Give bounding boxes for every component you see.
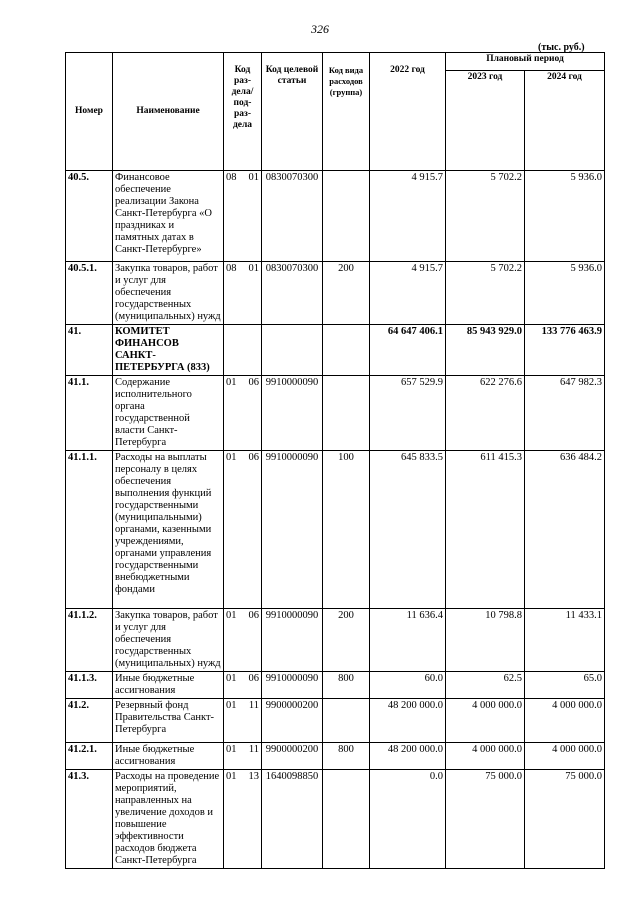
header-name: Наименование xyxy=(113,53,224,171)
header-csr: Код целевой статьи xyxy=(262,53,323,171)
table-row xyxy=(66,325,605,376)
row-target-code: 1640098850 xyxy=(262,770,323,869)
row-number: 40.5.1. xyxy=(66,262,113,325)
row-target-code: 9910000090 xyxy=(262,609,323,672)
row-amount-2022: 64 647 406.1 xyxy=(370,325,446,376)
header-2023: 2023 год xyxy=(446,71,525,171)
row-amount-2024: 4 000 000.0 xyxy=(525,743,605,770)
budget-table xyxy=(65,52,605,869)
table-row xyxy=(66,609,605,672)
header-2022: 2022 год xyxy=(370,53,446,171)
row-expense-type-code xyxy=(323,770,370,869)
row-amount-2024: 5 936.0 xyxy=(525,262,605,325)
row-subsection-code: 13 xyxy=(244,770,262,869)
header-number: Номер xyxy=(66,53,113,171)
row-amount-2024: 636 484.2 xyxy=(525,451,605,609)
row-amount-2024: 65.0 xyxy=(525,672,605,699)
row-amount-2023: 4 000 000.0 xyxy=(446,743,525,770)
row-section-code: 01 xyxy=(224,451,244,609)
row-target-code: 0830070300 xyxy=(262,171,323,262)
row-expense-type-code: 100 xyxy=(323,451,370,609)
row-section-code: 01 xyxy=(224,609,244,672)
table-row xyxy=(66,171,605,262)
row-number: 41.2.1. xyxy=(66,743,113,770)
row-subsection-code: 11 xyxy=(244,699,262,743)
header-2024: 2024 год xyxy=(525,71,605,171)
row-expense-type-code xyxy=(323,699,370,743)
page-number: 326 xyxy=(311,22,329,36)
row-amount-2024: 5 936.0 xyxy=(525,171,605,262)
row-name: Закупка товаров, работ и услуг для обеспечения государственных (муниципальных) нужд xyxy=(113,609,224,672)
row-target-code: 0830070300 xyxy=(262,262,323,325)
row-amount-2022: 60.0 xyxy=(370,672,446,699)
row-number: 41.2. xyxy=(66,699,113,743)
row-subsection-code: 06 xyxy=(244,672,262,699)
row-amount-2023: 622 276.6 xyxy=(446,376,525,451)
row-expense-type-code: 800 xyxy=(323,743,370,770)
row-number: 40.5. xyxy=(66,171,113,262)
row-subsection-code xyxy=(244,325,262,376)
row-amount-2024: 647 982.3 xyxy=(525,376,605,451)
row-section-code: 01 xyxy=(224,699,244,743)
row-subsection-code: 11 xyxy=(244,743,262,770)
row-subsection-code: 06 xyxy=(244,376,262,451)
row-subsection-code: 06 xyxy=(244,609,262,672)
row-name: Финансовое обеспечение реализации Закона Санкт-Петербурга «О праздниках и памятных датах в Санкт-Петербурге» xyxy=(113,171,224,262)
table-row xyxy=(66,451,605,609)
table-row xyxy=(66,376,605,451)
row-name: Содержание исполнительного органа государственной власти Санкт-Петербурга xyxy=(113,376,224,451)
row-subsection-code: 01 xyxy=(244,171,262,262)
row-section-code: 01 xyxy=(224,743,244,770)
row-number: 41.1.1. xyxy=(66,451,113,609)
row-number: 41. xyxy=(66,325,113,376)
row-expense-type-code xyxy=(323,376,370,451)
row-expense-type-code: 800 xyxy=(323,672,370,699)
row-name: КОМИТЕТ ФИНАНСОВ САНКТ-ПЕТЕРБУРГА (833) xyxy=(113,325,224,376)
row-name: Иные бюджетные ассигнования xyxy=(113,743,224,770)
row-number: 41.1.3. xyxy=(66,672,113,699)
row-amount-2022: 4 915.7 xyxy=(370,171,446,262)
row-amount-2023: 62.5 xyxy=(446,672,525,699)
row-section-code: 08 xyxy=(224,262,244,325)
row-target-code: 9900000200 xyxy=(262,699,323,743)
row-amount-2024: 4 000 000.0 xyxy=(525,699,605,743)
row-target-code: 9910000090 xyxy=(262,672,323,699)
table-row xyxy=(66,672,605,699)
row-amount-2023: 5 702.2 xyxy=(446,171,525,262)
row-section-code xyxy=(224,325,244,376)
table-row xyxy=(66,743,605,770)
table-row xyxy=(66,262,605,325)
row-amount-2023: 611 415.3 xyxy=(446,451,525,609)
row-amount-2024: 133 776 463.9 xyxy=(525,325,605,376)
row-amount-2024: 75 000.0 xyxy=(525,770,605,869)
row-name: Резервный фонд Правительства Санкт-Петербурга xyxy=(113,699,224,743)
row-amount-2022: 657 529.9 xyxy=(370,376,446,451)
row-expense-type-code: 200 xyxy=(323,609,370,672)
row-name: Расходы на проведение мероприятий, направленных на увеличение доходов и повышение эффективности расходов бюджета Санкт-Петербурга xyxy=(113,770,224,869)
row-section-code: 01 xyxy=(224,770,244,869)
row-target-code: 9900000200 xyxy=(262,743,323,770)
row-subsection-code: 06 xyxy=(244,451,262,609)
row-name: Иные бюджетные ассигнования xyxy=(113,672,224,699)
row-name: Расходы на выплаты персоналу в целях обеспечения выполнения функций государственными (муниципальными) органами, казенными учреждениями, органами управления государственными внебюджетными фондами xyxy=(113,451,224,609)
row-amount-2022: 0.0 xyxy=(370,770,446,869)
row-amount-2022: 11 636.4 xyxy=(370,609,446,672)
table-row xyxy=(66,699,605,743)
row-expense-type-code: 200 xyxy=(323,262,370,325)
row-amount-2022: 645 833.5 xyxy=(370,451,446,609)
row-section-code: 01 xyxy=(224,672,244,699)
row-target-code xyxy=(262,325,323,376)
row-section-code: 01 xyxy=(224,376,244,451)
row-section-code: 08 xyxy=(224,171,244,262)
row-amount-2022: 48 200 000.0 xyxy=(370,743,446,770)
table-row xyxy=(66,770,605,869)
row-amount-2023: 85 943 929.0 xyxy=(446,325,525,376)
row-number: 41.1. xyxy=(66,376,113,451)
header-rz-pr: Код раз-дела/ под-раз-дела xyxy=(224,53,262,171)
row-amount-2022: 4 915.7 xyxy=(370,262,446,325)
row-amount-2024: 11 433.1 xyxy=(525,609,605,672)
header-planned-period: Плановый период xyxy=(446,53,605,71)
row-target-code: 9910000090 xyxy=(262,451,323,609)
row-amount-2023: 10 798.8 xyxy=(446,609,525,672)
row-subsection-code: 01 xyxy=(244,262,262,325)
row-amount-2023: 5 702.2 xyxy=(446,262,525,325)
row-name: Закупка товаров, работ и услуг для обеспечения государственных (муниципальных) нужд xyxy=(113,262,224,325)
row-expense-type-code xyxy=(323,171,370,262)
row-number: 41.3. xyxy=(66,770,113,869)
row-amount-2022: 48 200 000.0 xyxy=(370,699,446,743)
row-expense-type-code xyxy=(323,325,370,376)
header-row xyxy=(66,53,605,71)
row-number: 41.1.2. xyxy=(66,609,113,672)
row-amount-2023: 75 000.0 xyxy=(446,770,525,869)
row-target-code: 9910000090 xyxy=(262,376,323,451)
row-amount-2023: 4 000 000.0 xyxy=(446,699,525,743)
header-vr: Код вида расходов (группа) xyxy=(323,53,370,171)
units-label: (тыс. руб.) xyxy=(538,42,585,53)
